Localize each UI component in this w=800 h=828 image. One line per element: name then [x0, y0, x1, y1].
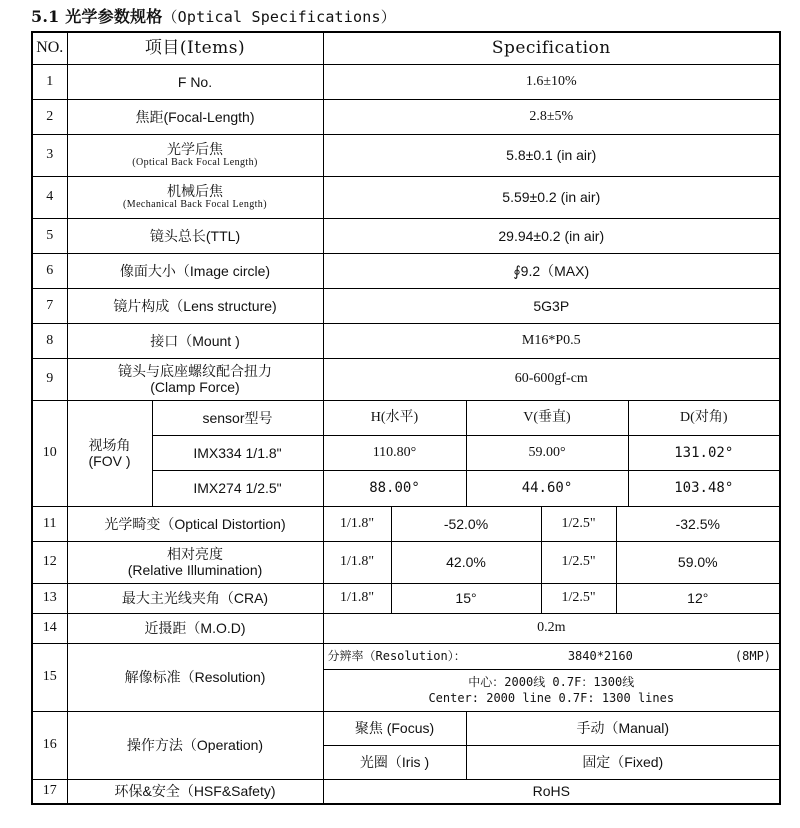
sensor-size-2: 1/2.5"	[541, 541, 616, 583]
row-number: 17	[32, 779, 67, 804]
resolution-label: 分辨率（Resolution）：	[327, 649, 466, 663]
fov-header-row	[32, 400, 780, 435]
fov-sensor-header: sensor型号	[153, 401, 323, 436]
item-label	[67, 541, 323, 583]
item-label-en: (Optical Back Focal Length)	[132, 157, 258, 168]
value-2: 59.0%	[616, 541, 780, 583]
fov-d-value: 131.02°	[628, 435, 780, 470]
fov-col-h: H(水平)	[323, 400, 466, 435]
table-row	[32, 541, 780, 583]
item-label: 光学畸变（Optical Distortion)	[67, 506, 323, 541]
fov-h-value: 110.80°	[323, 435, 466, 470]
section-heading	[31, 4, 396, 28]
item-label-line1: 镜头与底座螺纹配合扭力	[118, 363, 272, 379]
item-label	[67, 176, 323, 218]
table-row	[32, 583, 780, 613]
iris-label: 光圈（Iris )	[323, 745, 466, 779]
resolution-line-en: Center: 2000 line 0.7F: 1300 lines	[428, 691, 675, 705]
fov-v-value: 44.60°	[466, 471, 628, 506]
item-label: 近摄距（M.O.D)	[67, 613, 323, 643]
row-number: 1	[32, 64, 67, 99]
sensor-size-2: 1/2.5"	[541, 583, 616, 613]
fov-sensor-name: IMX274 1/2.5"	[193, 480, 282, 497]
header-no: NO.	[32, 32, 67, 64]
value-2: 12°	[616, 583, 780, 613]
resolution-line-cn: 中心：2000线 0.7F：1300线	[468, 675, 635, 689]
row-number: 10	[32, 400, 67, 506]
spec-value: M16*P0.5	[323, 323, 780, 358]
spec-value: 1.6±10%	[323, 64, 780, 99]
row-number: 3	[32, 134, 67, 176]
row-number: 11	[32, 506, 67, 541]
row-number: 6	[32, 253, 67, 288]
section-title-en: （Optical Specifications）	[162, 8, 396, 26]
spec-value: 29.94±0.2 (in air)	[323, 218, 780, 253]
resolution-row	[32, 643, 780, 669]
sensor-size-1: 1/1.8"	[323, 583, 391, 613]
table-row	[32, 779, 780, 804]
item-label-line2: (Relative Illumination)	[127, 562, 263, 578]
item-label: 接口（Mount )	[67, 323, 323, 358]
item-label	[67, 358, 323, 400]
item-label: 像面大小（Image circle)	[67, 253, 323, 288]
iris-value: 固定（Fixed)	[466, 745, 780, 779]
row-number: 4	[32, 176, 67, 218]
item-label-cn: 光学后焦	[167, 141, 223, 157]
item-label: 焦距(Focal-Length)	[67, 99, 323, 134]
sensor-size-2: 1/2.5"	[541, 506, 616, 541]
table-row	[32, 99, 780, 134]
fov-sensor-column	[153, 401, 323, 506]
fov-label	[68, 401, 153, 506]
fov-label-line2: (FOV )	[88, 453, 131, 469]
fov-sensor-name: IMX334 1/1.8"	[153, 436, 323, 471]
item-label	[67, 134, 323, 176]
value-1: 15°	[391, 583, 541, 613]
fov-col-v: V(垂直)	[466, 400, 628, 435]
item-label: 环保&安全（HSF&Safety)	[67, 779, 323, 804]
sensor-size-1: 1/1.8"	[323, 541, 391, 583]
item-label-en: (Mechanical Back Focal Length)	[123, 199, 267, 210]
row-number: 12	[32, 541, 67, 583]
item-label: 镜片构成（Lens structure)	[67, 288, 323, 323]
table-row	[32, 506, 780, 541]
spec-value: RoHS	[323, 779, 780, 804]
item-label: 镜头总长(TTL)	[67, 218, 323, 253]
spec-value: 2.8±5%	[323, 99, 780, 134]
row-number: 7	[32, 288, 67, 323]
item-label: 操作方法（Operation)	[67, 711, 323, 779]
resolution-line	[324, 648, 780, 664]
value-1: 42.0%	[391, 541, 541, 583]
row-number: 9	[32, 358, 67, 400]
item-label-cn: 机械后焦	[167, 183, 223, 199]
item-label-line1: 相对亮度	[167, 546, 223, 562]
section-title-cn: 光学参数规格	[65, 7, 163, 26]
spec-value: 60-600gf-cm	[323, 358, 780, 400]
row-number: 14	[32, 613, 67, 643]
table-row	[32, 358, 780, 400]
operation-row	[32, 711, 780, 745]
row-number: 8	[32, 323, 67, 358]
table-row	[32, 323, 780, 358]
table-row	[32, 288, 780, 323]
focus-value: 手动（Manual)	[466, 711, 780, 745]
item-label: 最大主光线夹角（CRA)	[67, 583, 323, 613]
fov-v-value: 59.00°	[466, 435, 628, 470]
header-spec: Specification	[323, 32, 780, 64]
spec-value: 0.2m	[323, 613, 780, 643]
resolution-cell	[323, 643, 780, 669]
table-row	[32, 253, 780, 288]
table-row	[32, 218, 780, 253]
spec-value: ∮9.2（MAX)	[323, 253, 780, 288]
row-number: 16	[32, 711, 67, 779]
fov-label-line1: 视场角	[88, 437, 131, 453]
optical-spec-table	[31, 31, 781, 805]
row-number: 15	[32, 643, 67, 711]
table-row	[32, 64, 780, 99]
header-items: 项目(Items)	[67, 32, 323, 64]
fov-label-cell	[67, 400, 323, 506]
value-1: -52.0%	[391, 506, 541, 541]
fov-h-value: 88.00°	[323, 471, 466, 506]
table-row	[32, 176, 780, 218]
item-label-line2: (Clamp Force)	[150, 379, 240, 395]
section-number: 5.1	[31, 7, 60, 26]
focus-label: 聚焦 (Focus)	[323, 711, 466, 745]
sensor-size-1: 1/1.8"	[323, 506, 391, 541]
row-number: 2	[32, 99, 67, 134]
item-label: F No.	[67, 64, 323, 99]
table-row	[32, 134, 780, 176]
spec-value: 5G3P	[323, 288, 780, 323]
spec-value: 5.8±0.1 (in air)	[323, 134, 780, 176]
spec-value: 5.59±0.2 (in air)	[323, 176, 780, 218]
row-number: 5	[32, 218, 67, 253]
resolution-mp: (8MP)	[734, 649, 772, 663]
table-row	[32, 613, 780, 643]
value-2: -32.5%	[616, 506, 780, 541]
fov-col-d: D(对角)	[628, 400, 780, 435]
resolution-value: 3840*2160	[567, 649, 633, 663]
item-label: 解像标准（Resolution)	[67, 643, 323, 711]
header-row	[32, 32, 780, 64]
resolution-detail-cell	[323, 669, 780, 711]
row-number: 13	[32, 583, 67, 613]
fov-d-value: 103.48°	[628, 471, 780, 506]
